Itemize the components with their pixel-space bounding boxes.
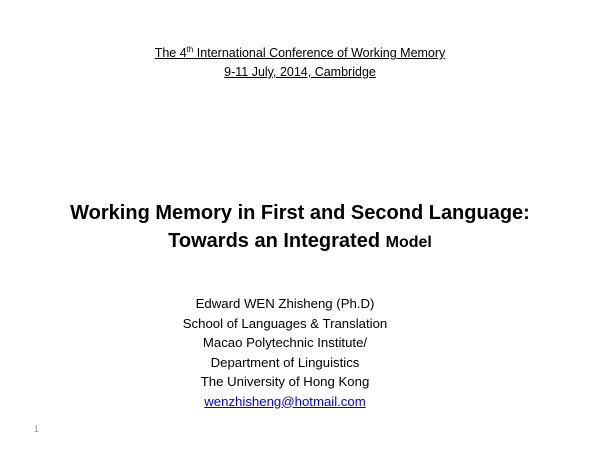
conference-name-suffix: International Conference of Working Memory	[193, 46, 446, 60]
title-line-1: Working Memory in First and Second Language:	[70, 202, 530, 224]
author-email-link[interactable]: wenzhisheng@hotmail.com	[204, 393, 366, 409]
author-name: Edward WEN Zhisheng (Ph.D)	[195, 296, 375, 311]
title-line-2	[0, 227, 600, 257]
author-affiliation-4: The University of Hong Kong	[200, 374, 370, 389]
title-line-2-main: Towards an Integrated	[168, 230, 386, 252]
conference-name-prefix: The 4	[154, 46, 187, 60]
title-line-2-small: Model	[385, 234, 432, 251]
conference-ordinal-suffix: th	[186, 44, 194, 54]
conference-date-location: 9-11 July, 2014, Cambridge	[224, 65, 376, 79]
author-affiliation-2: Macao Polytechnic Institute/	[202, 335, 368, 350]
author-block	[130, 294, 440, 411]
author-affiliation-1: School of Languages & Translation	[182, 315, 388, 331]
author-affiliation-3: Department of Linguistics	[210, 354, 360, 370]
conference-header	[0, 44, 600, 82]
conference-name	[155, 44, 446, 63]
slide-number: 1	[34, 424, 40, 434]
slide-title	[0, 199, 600, 257]
